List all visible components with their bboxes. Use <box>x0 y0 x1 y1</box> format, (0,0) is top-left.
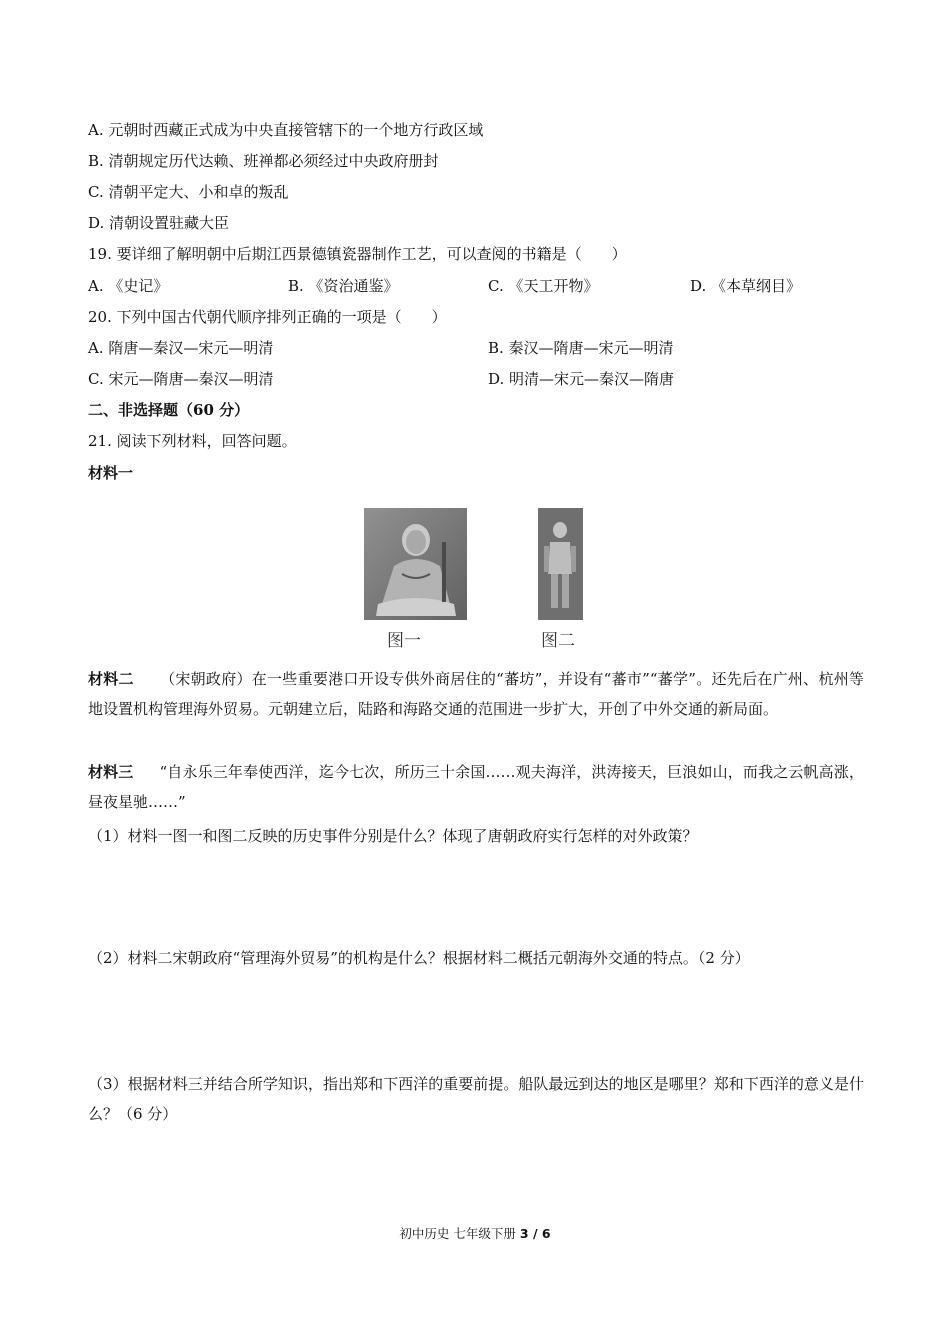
q19-option-b: B. 《资治通鉴》 <box>288 277 399 295</box>
page-footer <box>0 1226 950 1242</box>
figure-1-caption: 图一 <box>387 631 421 651</box>
q19-stem: 19. 要详细了解明朝中后期江西景德镇瓷器制作工艺，可以查阅的书籍是（ ） <box>88 245 627 263</box>
q20-option-a: A. 隋唐—秦汉—宋元—明清 <box>88 339 274 357</box>
figure-2-image <box>538 508 583 620</box>
material2-paragraph <box>88 664 864 724</box>
footer-label: 初中历史 七年级下册 <box>399 1226 516 1241</box>
q21-sub1: （1）材料一图一和图二反映的历史事件分别是什么？体现了唐朝政府实行怎样的对外政策？ <box>88 827 698 845</box>
q18-option-b: B. 清朝规定历代达赖、班禅都必须经过中央政府册封 <box>88 152 439 170</box>
material1-label: 材料一 <box>88 464 134 482</box>
standing-figure <box>538 508 583 620</box>
q21-stem: 21. 阅读下列材料，回答问题。 <box>88 432 297 450</box>
q18-option-c: C. 清朝平定大、小和卓的叛乱 <box>88 183 289 201</box>
material3-paragraph <box>88 757 864 817</box>
q20-option-c: C. 宋元—隋唐—秦汉—明清 <box>88 370 274 388</box>
q20-option-d: D. 明清—宋元—秦汉—隋唐 <box>488 370 675 388</box>
page-number: 3 / 6 <box>519 1226 551 1241</box>
q21-sub2: （2）材料二宋朝政府“管理海外贸易”的机构是什么？根据材料二概括元朝海外交通的特点。（2 分） <box>88 949 750 967</box>
material3-text: “自永乐三年奉使西洋，迄今七次，所历三十余国……观夫海洋，洪涛接天，巨浪如山，而我之云帆高涨，昼夜星驰……” <box>88 763 864 811</box>
figure-1-image <box>364 508 467 620</box>
q21-sub3: （3）根据材料三并结合所学知识，指出郑和下西洋的重要前提。船队最远到达的地区是哪里？郑和下西洋的意义是什么？（6 分） <box>88 1075 864 1123</box>
figure-2-caption: 图二 <box>541 631 575 651</box>
q20-option-b: B. 秦汉—隋唐—宋元—明清 <box>488 339 674 357</box>
q18-option-a: A. 元朝时西藏正式成为中央直接管辖下的一个地方行政区域 <box>88 121 484 139</box>
q19-option-d: D. 《本草纲目》 <box>690 277 802 295</box>
q18-option-d: D. 清朝设置驻藏大臣 <box>88 214 230 232</box>
q20-stem: 20. 下列中国古代朝代顺序排列正确的一项是（ ） <box>88 308 447 326</box>
material3-label: 材料三 <box>88 763 134 781</box>
q19-option-a: A. 《史记》 <box>88 277 169 295</box>
material2-text: （宋朝政府）在一些重要港口开设专供外商居住的“蕃坊”，并设有“蕃市”“蕃学”。还先后在广州、杭州等地设置机构管理海外贸易。元朝建立后，陆路和海路交通的范围进一步扩大，开创了中外交通的新局面。 <box>88 670 864 718</box>
q19-option-c: C. 《天工开物》 <box>488 277 599 295</box>
material2-label: 材料二 <box>88 670 134 688</box>
seated-monk-figure <box>364 508 467 620</box>
section-title: 二、非选择题（60 分） <box>88 401 250 419</box>
